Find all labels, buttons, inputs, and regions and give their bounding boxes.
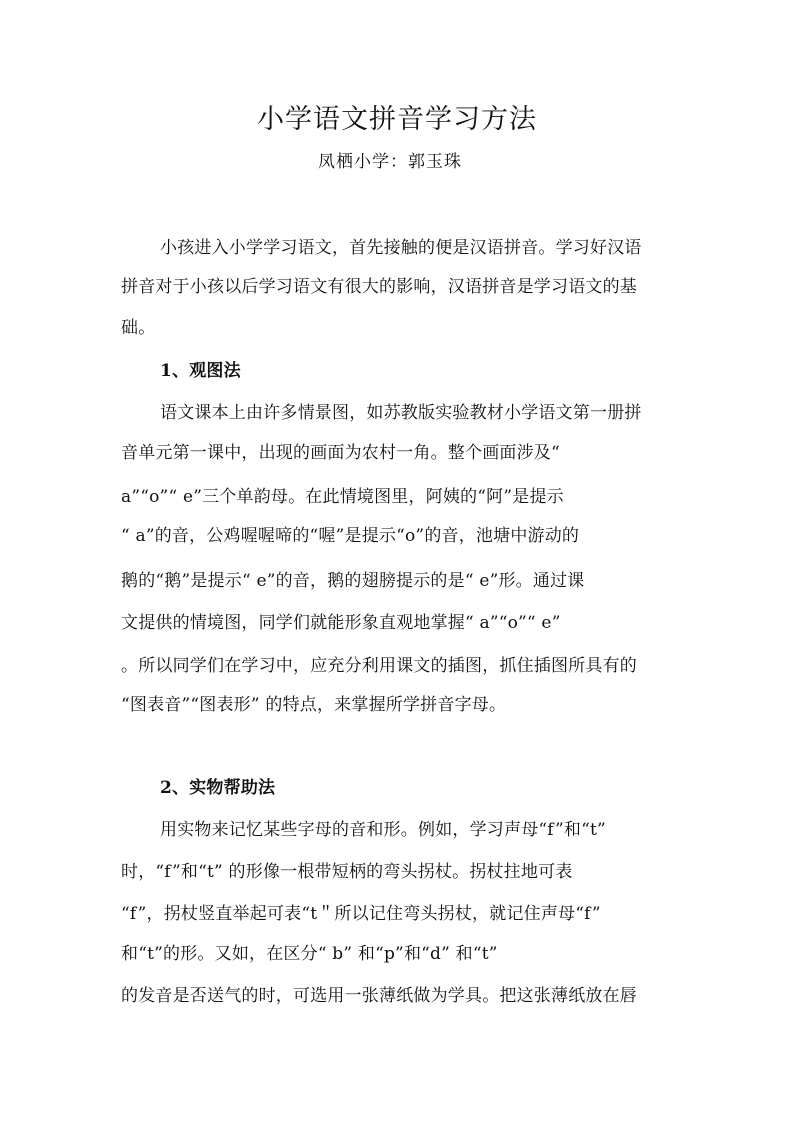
section-1-line: a”“o”“ e”三个单韵母。在此情境图里，阿姨的“阿”是提示 <box>121 487 564 507</box>
section-1-line: 音单元第一课中，出现的画面为农村一角。整个画面涉及“ <box>121 443 560 463</box>
section-2-line: 时，“f”和“t” 的形像一根带短柄的弯头拐杖。拐杖拄地可表 <box>121 862 573 882</box>
section-1-line: 文提供的情境图，同学们就能形象直观地掌握“ a”“o”“ e” <box>121 613 561 633</box>
section-1-line: “图表音”“图表形” 的特点，来掌握所学拼音字母。 <box>121 695 507 715</box>
intro-line: 础。 <box>121 318 156 338</box>
section-2-line: 的发音是否送气的时，可选用一张薄纸做为学具。把这张薄纸放在唇 <box>121 986 637 1006</box>
intro-line: 小孩进入小学学习语文，首先接触的便是汉语拼音。学习好汉语 <box>160 238 642 258</box>
section-2-line: “f”，拐杖竖直举起可表“t＂所以记住弯头拐杖，就记住声母“f” <box>121 904 601 924</box>
section-2-heading: 2、实物帮助法 <box>160 778 276 798</box>
section-1-heading: 1、观图法 <box>160 361 241 381</box>
section-1-line: 鹅的“鹅”是提示“ e”的音，鹅的翅膀提示的是“ e”形。通过课 <box>121 571 585 591</box>
document-title: 小学语文拼音学习方法 <box>257 104 537 135</box>
section-1-line: 语文课本上由许多情景图，如苏教版实验教材小学语文第一册拼 <box>160 403 642 423</box>
author-line: 凤栖小学：郭玉珠 <box>318 152 462 172</box>
section-2-line: 和“t”的形。又如，在区分“ b” 和“p”和“d” 和“t” <box>121 944 498 964</box>
intro-line: 拼音对于小孩以后学习语文有很大的影响，汉语拼音是学习语文的基 <box>121 277 637 297</box>
section-2-line: 用实物来记忆某些字母的音和形。例如，学习声母“f”和“t” <box>160 820 606 840</box>
section-1-line: “ a”的音，公鸡喔喔啼的“喔”是提示“o”的音，池塘中游动的 <box>121 526 580 546</box>
section-1-line: 。所以同学们在学习中，应充分利用课文的插图，抓住插图所具有的 <box>121 656 637 676</box>
